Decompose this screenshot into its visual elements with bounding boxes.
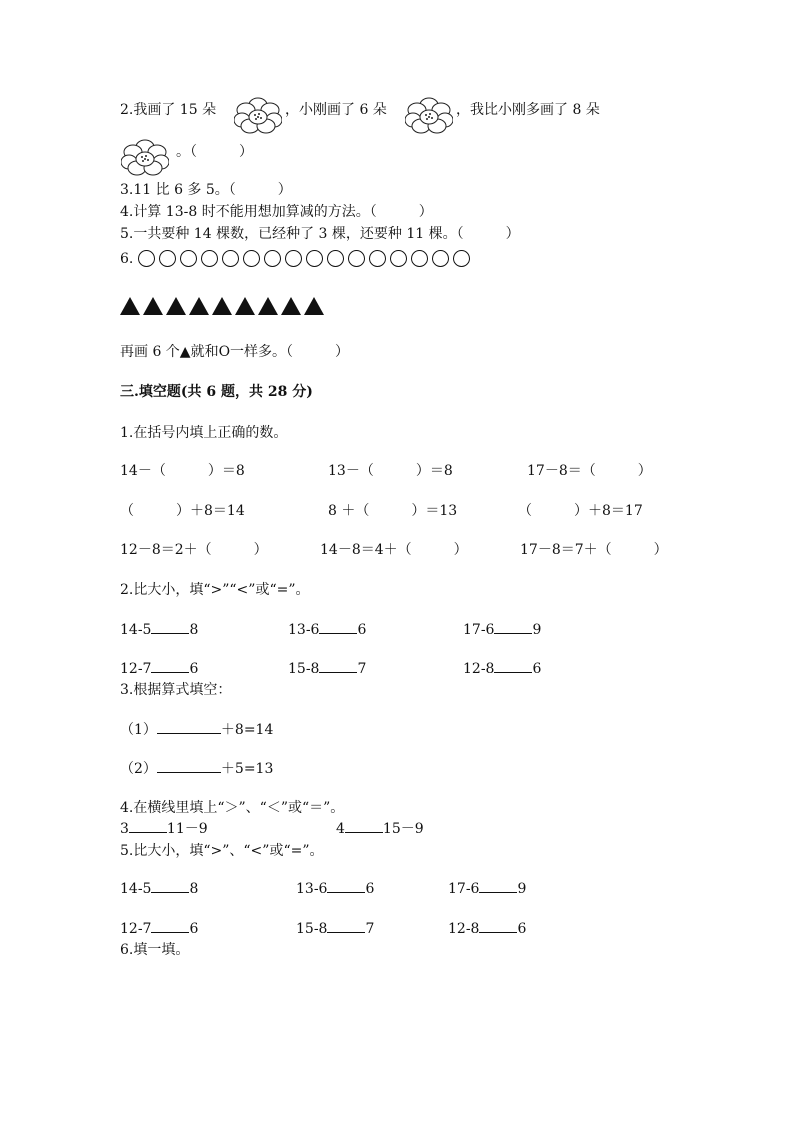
fill-1-title: 1.在括号内填上正确的数。 <box>120 425 288 441</box>
fill-1-r2-c2: 17－8＝7＋（ ） <box>520 542 668 558</box>
fill-5-title: 5.比大小，填“>”、“<”或“=”。 <box>120 843 324 859</box>
fill-1-r1-c0: （ ）＋8＝14 <box>120 503 245 519</box>
circle-shape <box>411 250 428 267</box>
circle-shape <box>201 250 218 267</box>
triangle-shape <box>258 297 278 315</box>
triangle-shape <box>143 297 163 315</box>
question-3: 3.11 比 6 多 5。（ ） <box>120 182 292 198</box>
compare-item: 12-8 6 <box>463 661 542 677</box>
question-4: 4.计算 13-8 时不能用想加算减的方法。（ ） <box>120 204 433 220</box>
circle-shape <box>432 250 449 267</box>
question-2-part2: ，小刚画了 6 朵 <box>285 102 387 118</box>
circle-shape <box>453 250 470 267</box>
section-title: 三.填空题(共 6 题，共 28 分) <box>120 384 313 400</box>
circle-shape <box>138 250 155 267</box>
triangle-shape <box>235 297 255 315</box>
compare-item: 14-5 8 <box>120 622 199 638</box>
circle-shape <box>390 250 407 267</box>
circle-row <box>138 250 470 267</box>
fill-1-r0-c1: 13－（ ）＝8 <box>328 463 453 479</box>
fill-3-title: 3.根据算式填空： <box>120 682 232 698</box>
triangle-shape <box>212 297 232 315</box>
fill-3-item-2: （2） ＋5=13 <box>120 761 274 777</box>
fill-4-item-2: 4 15－9 <box>336 821 424 837</box>
question-6-text: 再画 6 个▲就和O一样多。（ ） <box>120 344 350 360</box>
fill-4-title: 4.在横线里填上“＞”、“＜”或“＝”。 <box>120 800 345 816</box>
circle-shape <box>243 250 260 267</box>
fill-1-r2-c0: 12－8＝2＋（ ） <box>120 542 268 558</box>
fill-1-r0-c0: 14－（ ）＝8 <box>120 463 245 479</box>
circle-shape <box>348 250 365 267</box>
compare-item: 15-8 7 <box>296 921 375 937</box>
circle-shape <box>369 250 386 267</box>
circle-shape <box>180 250 197 267</box>
question-5: 5.一共要种 14 棵数，已经种了 3 棵，还要种 11 棵。（ ） <box>120 226 520 242</box>
fill-1-r2-c1: 14－8＝4＋（ ） <box>320 542 468 558</box>
circle-shape <box>327 250 344 267</box>
compare-item: 13-6 6 <box>288 622 367 638</box>
fill-1-r0-c2: 17－8＝（ ） <box>527 463 652 479</box>
circle-shape <box>159 250 176 267</box>
compare-item: 15-8 7 <box>288 661 367 677</box>
triangle-shape <box>304 297 324 315</box>
question-6-label: 6. <box>120 251 134 267</box>
compare-item: 14-5 8 <box>120 881 199 897</box>
compare-item: 17-6 9 <box>448 881 527 897</box>
flower-icon <box>405 95 453 135</box>
triangle-shape <box>189 297 209 315</box>
compare-item: 12-7 6 <box>120 661 199 677</box>
circle-shape <box>285 250 302 267</box>
question-2-part4: 。（ ） <box>176 144 253 160</box>
circle-shape <box>306 250 323 267</box>
compare-item: 13-6 6 <box>296 881 375 897</box>
question-2-part1: 2.我画了 15 朵 <box>120 102 217 118</box>
triangle-shape <box>166 297 186 315</box>
fill-6-title: 6.填一填。 <box>120 942 190 958</box>
compare-item: 17-6 9 <box>463 622 542 638</box>
fill-2-title: 2.比大小，填“>”“<”或“=”。 <box>120 582 310 598</box>
triangle-row <box>120 297 324 315</box>
question-2-part3: ，我比小刚多画了 8 朵 <box>456 102 600 118</box>
flower-icon <box>234 95 282 135</box>
compare-item: 12-7 6 <box>120 921 199 937</box>
fill-1-r1-c2: （ ）＋8＝17 <box>518 503 643 519</box>
triangle-shape <box>120 297 140 315</box>
circle-shape <box>222 250 239 267</box>
circle-shape <box>264 250 281 267</box>
triangle-shape <box>281 297 301 315</box>
fill-1-r1-c1: 8 ＋（ ）＝13 <box>328 503 458 519</box>
flower-icon <box>121 137 169 177</box>
fill-4-item-1: 3 11－9 <box>120 821 208 837</box>
fill-3-item-1: （1） ＋8=14 <box>120 722 274 738</box>
compare-item: 12-8 6 <box>448 921 527 937</box>
